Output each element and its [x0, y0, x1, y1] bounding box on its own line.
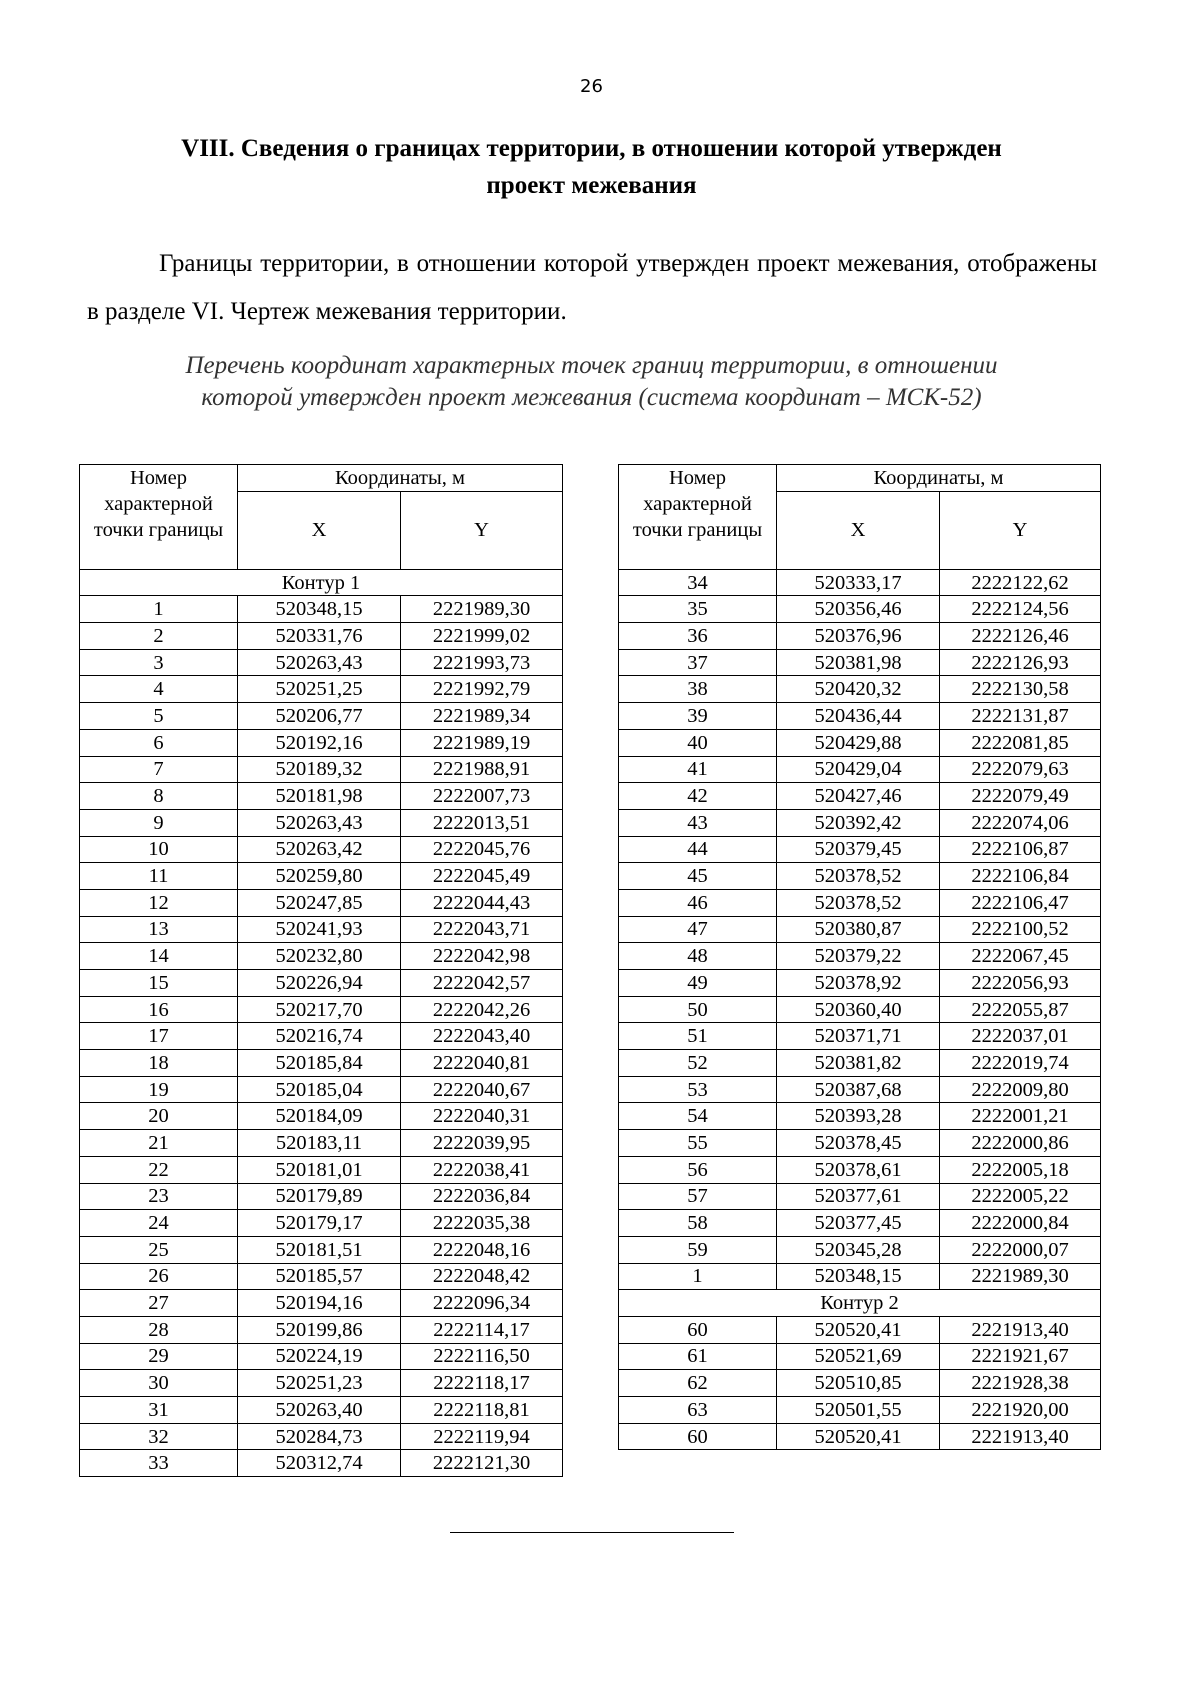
y-coordinate-cell: 2222067,45 [940, 943, 1101, 970]
table-row [619, 916, 1101, 943]
x-coordinate-cell: 520378,61 [777, 1156, 940, 1183]
point-number-cell: 3 [80, 649, 238, 676]
point-number-cell: 22 [80, 1156, 238, 1183]
x-coordinate-cell: 520378,92 [777, 970, 940, 997]
point-number-cell: 33 [80, 1450, 238, 1477]
y-coordinate-cell: 2222079,63 [940, 756, 1101, 783]
y-coordinate-cell: 2222040,81 [401, 1050, 563, 1077]
y-coordinate-cell: 2221928,38 [940, 1370, 1101, 1397]
point-number-cell: 63 [619, 1397, 777, 1424]
point-number-cell: 41 [619, 756, 777, 783]
coordinates-table-right [618, 464, 1101, 1450]
table-row [619, 1370, 1101, 1397]
section-heading-line-2: проект межевания [486, 172, 697, 199]
x-coordinate-cell: 520217,70 [238, 996, 401, 1023]
point-number-cell: 2 [80, 623, 238, 650]
point-number-cell: 26 [80, 1263, 238, 1290]
y-coordinate-cell: 2221988,91 [401, 756, 563, 783]
point-number-cell: 54 [619, 1103, 777, 1130]
x-coordinate-cell: 520247,85 [238, 889, 401, 916]
point-number-cell: 27 [80, 1290, 238, 1317]
table-row [80, 1130, 563, 1157]
table-row [619, 809, 1101, 836]
table-body [80, 569, 563, 1476]
table-row [619, 1076, 1101, 1103]
table-row [80, 649, 563, 676]
x-coordinate-cell: 520259,80 [238, 863, 401, 890]
table-row [619, 943, 1101, 970]
point-number-cell: 60 [619, 1423, 777, 1450]
y-coordinate-cell: 2221920,00 [940, 1397, 1101, 1424]
y-coordinate-cell: 2222100,52 [940, 916, 1101, 943]
table-row [80, 1156, 563, 1183]
point-number-cell: 23 [80, 1183, 238, 1210]
point-number-cell: 56 [619, 1156, 777, 1183]
y-coordinate-cell: 2221989,34 [401, 703, 563, 730]
point-number-cell: 25 [80, 1236, 238, 1263]
table-row [80, 756, 563, 783]
x-coordinate-cell: 520378,45 [777, 1130, 940, 1157]
point-number-cell: 6 [80, 729, 238, 756]
point-number-cell: 10 [80, 836, 238, 863]
y-coordinate-cell: 2222005,18 [940, 1156, 1101, 1183]
point-number-cell: 24 [80, 1210, 238, 1237]
table-caption-line-2: которой утвержден проект межевания (система координат – МСК-52) [201, 384, 982, 411]
x-coordinate-cell: 520348,15 [777, 1263, 940, 1290]
x-coordinate-cell: 520181,98 [238, 783, 401, 810]
x-coordinate-cell: 520420,32 [777, 676, 940, 703]
point-number-cell: 14 [80, 943, 238, 970]
y-coordinate-cell: 2222118,81 [401, 1397, 563, 1424]
table-row [80, 596, 563, 623]
x-coordinate-cell: 520263,42 [238, 836, 401, 863]
x-coordinate-cell: 520185,04 [238, 1076, 401, 1103]
table-row [619, 970, 1101, 997]
y-coordinate-cell: 2222042,57 [401, 970, 563, 997]
section-heading [100, 130, 1083, 204]
y-coordinate-cell: 2222005,22 [940, 1183, 1101, 1210]
table-row [80, 1343, 563, 1370]
table-row [80, 1050, 563, 1077]
y-coordinate-cell: 2222036,84 [401, 1183, 563, 1210]
x-coordinate-cell: 520379,22 [777, 943, 940, 970]
point-number-cell: 17 [80, 1023, 238, 1050]
table-row [619, 863, 1101, 890]
x-coordinate-cell: 520263,43 [238, 809, 401, 836]
table-row [619, 996, 1101, 1023]
x-coordinate-cell: 520185,84 [238, 1050, 401, 1077]
body-paragraph: Границы территории, в отношении которой утвержден проект межевания, отображены в разделе VI. Чертеж межевания территории. [87, 250, 1097, 325]
page-number: 26 [580, 76, 603, 97]
y-coordinate-cell: 2222007,73 [401, 783, 563, 810]
point-number-cell: 4 [80, 676, 238, 703]
table-row [80, 1397, 563, 1424]
y-coordinate-cell: 2222040,31 [401, 1103, 563, 1130]
x-coordinate-cell: 520284,73 [238, 1423, 401, 1450]
x-coordinate-cell: 520333,17 [777, 569, 940, 596]
section-label: Контур 2 [619, 1290, 1101, 1317]
y-coordinate-cell: 2222037,01 [940, 1023, 1101, 1050]
x-coordinate-cell: 520232,80 [238, 943, 401, 970]
point-number-cell: 48 [619, 943, 777, 970]
point-number-cell: 58 [619, 1210, 777, 1237]
table-row [619, 1423, 1101, 1450]
table-row [619, 729, 1101, 756]
table-row [80, 970, 563, 997]
x-coordinate-cell: 520241,93 [238, 916, 401, 943]
point-number-cell: 45 [619, 863, 777, 890]
x-coordinate-cell: 520263,40 [238, 1397, 401, 1424]
y-coordinate-cell: 2222045,76 [401, 836, 563, 863]
table-row [619, 1236, 1101, 1263]
y-coordinate-cell: 2222055,87 [940, 996, 1101, 1023]
table-row [80, 996, 563, 1023]
y-coordinate-cell: 2221993,73 [401, 649, 563, 676]
x-coordinate-cell: 520345,28 [777, 1236, 940, 1263]
point-number-cell: 8 [80, 783, 238, 810]
point-number-cell: 16 [80, 996, 238, 1023]
y-coordinate-cell: 2222045,49 [401, 863, 563, 890]
table-row [80, 916, 563, 943]
section-heading-line-1: VIII. Сведения о границах территории, в отношении которой утвержден [181, 135, 1002, 162]
x-coordinate-cell: 520224,19 [238, 1343, 401, 1370]
point-number-cell: 11 [80, 863, 238, 890]
x-coordinate-cell: 520380,87 [777, 916, 940, 943]
point-number-cell: 35 [619, 596, 777, 623]
point-number-cell: 50 [619, 996, 777, 1023]
y-coordinate-cell: 2222056,93 [940, 970, 1101, 997]
y-coordinate-cell: 2222119,94 [401, 1423, 563, 1450]
x-coordinate-cell: 520199,86 [238, 1316, 401, 1343]
header-coordinates: Координаты, м [777, 465, 1101, 492]
y-coordinate-cell: 2222000,07 [940, 1236, 1101, 1263]
table-caption [100, 350, 1083, 414]
point-number-cell: 38 [619, 676, 777, 703]
x-coordinate-cell: 520429,04 [777, 756, 940, 783]
x-coordinate-cell: 520510,85 [777, 1370, 940, 1397]
y-coordinate-cell: 2221989,30 [940, 1263, 1101, 1290]
y-coordinate-cell: 2222121,30 [401, 1450, 563, 1477]
point-number-cell: 7 [80, 756, 238, 783]
point-number-cell: 49 [619, 970, 777, 997]
x-coordinate-cell: 520251,23 [238, 1370, 401, 1397]
table-row [80, 1316, 563, 1343]
y-coordinate-cell: 2222019,74 [940, 1050, 1101, 1077]
x-coordinate-cell: 520181,01 [238, 1156, 401, 1183]
section-row [80, 569, 563, 596]
point-number-cell: 47 [619, 916, 777, 943]
y-coordinate-cell: 2222114,17 [401, 1316, 563, 1343]
y-coordinate-cell: 2221913,40 [940, 1316, 1101, 1343]
point-number-cell: 57 [619, 1183, 777, 1210]
y-coordinate-cell: 2222001,21 [940, 1103, 1101, 1130]
table-row [619, 1050, 1101, 1077]
y-coordinate-cell: 2222039,95 [401, 1130, 563, 1157]
x-coordinate-cell: 520387,68 [777, 1076, 940, 1103]
y-coordinate-cell: 2222040,67 [401, 1076, 563, 1103]
x-coordinate-cell: 520312,74 [238, 1450, 401, 1477]
point-number-cell: 46 [619, 889, 777, 916]
x-coordinate-cell: 520436,44 [777, 703, 940, 730]
table-row [619, 676, 1101, 703]
y-coordinate-cell: 2222126,93 [940, 649, 1101, 676]
x-coordinate-cell: 520331,76 [238, 623, 401, 650]
y-coordinate-cell: 2222000,84 [940, 1210, 1101, 1237]
point-number-cell: 13 [80, 916, 238, 943]
x-coordinate-cell: 520427,46 [777, 783, 940, 810]
table-row [80, 943, 563, 970]
table-row [80, 1076, 563, 1103]
y-coordinate-cell: 2222106,47 [940, 889, 1101, 916]
point-number-cell: 1 [619, 1263, 777, 1290]
x-coordinate-cell: 520429,88 [777, 729, 940, 756]
x-coordinate-cell: 520183,11 [238, 1130, 401, 1157]
point-number-cell: 29 [80, 1343, 238, 1370]
table-row [619, 1183, 1101, 1210]
table-row [619, 569, 1101, 596]
y-coordinate-cell: 2222009,80 [940, 1076, 1101, 1103]
y-coordinate-cell: 2222048,16 [401, 1236, 563, 1263]
x-coordinate-cell: 520381,82 [777, 1050, 940, 1077]
point-number-cell: 37 [619, 649, 777, 676]
y-coordinate-cell: 2222042,98 [401, 943, 563, 970]
table-body [619, 569, 1101, 1450]
table-row [80, 863, 563, 890]
table-row [619, 649, 1101, 676]
table-row [619, 1343, 1101, 1370]
y-coordinate-cell: 2222043,71 [401, 916, 563, 943]
point-number-cell: 62 [619, 1370, 777, 1397]
table-row [80, 623, 563, 650]
y-coordinate-cell: 2222013,51 [401, 809, 563, 836]
header-point-number: Номер характерной точки границы [80, 465, 238, 570]
header-x: X [238, 491, 401, 569]
y-coordinate-cell: 2221921,67 [940, 1343, 1101, 1370]
table-row [619, 1103, 1101, 1130]
section-row [619, 1290, 1101, 1317]
x-coordinate-cell: 520376,96 [777, 623, 940, 650]
x-coordinate-cell: 520381,98 [777, 649, 940, 676]
table-row [619, 1397, 1101, 1424]
point-number-cell: 42 [619, 783, 777, 810]
table-row [619, 889, 1101, 916]
x-coordinate-cell: 520392,42 [777, 809, 940, 836]
header-coordinates: Координаты, м [238, 465, 563, 492]
table-row [619, 783, 1101, 810]
x-coordinate-cell: 520251,25 [238, 676, 401, 703]
x-coordinate-cell: 520184,09 [238, 1103, 401, 1130]
y-coordinate-cell: 2221989,30 [401, 596, 563, 623]
point-number-cell: 55 [619, 1130, 777, 1157]
point-number-cell: 43 [619, 809, 777, 836]
x-coordinate-cell: 520377,61 [777, 1183, 940, 1210]
table-row [80, 1370, 563, 1397]
point-number-cell: 34 [619, 569, 777, 596]
point-number-cell: 19 [80, 1076, 238, 1103]
x-coordinate-cell: 520179,89 [238, 1183, 401, 1210]
point-number-cell: 39 [619, 703, 777, 730]
point-number-cell: 15 [80, 970, 238, 997]
x-coordinate-cell: 520263,43 [238, 649, 401, 676]
table-row [80, 703, 563, 730]
point-number-cell: 12 [80, 889, 238, 916]
table-row [619, 1263, 1101, 1290]
y-coordinate-cell: 2222044,43 [401, 889, 563, 916]
point-number-cell: 32 [80, 1423, 238, 1450]
table-row [80, 1183, 563, 1210]
header-y: Y [401, 491, 563, 569]
y-coordinate-cell: 2222042,26 [401, 996, 563, 1023]
x-coordinate-cell: 520521,69 [777, 1343, 940, 1370]
x-coordinate-cell: 520206,77 [238, 703, 401, 730]
table-row [619, 1130, 1101, 1157]
table-row [619, 836, 1101, 863]
table-row [619, 1023, 1101, 1050]
y-coordinate-cell: 2222038,41 [401, 1156, 563, 1183]
y-coordinate-cell: 2222035,38 [401, 1210, 563, 1237]
point-number-cell: 52 [619, 1050, 777, 1077]
x-coordinate-cell: 520356,46 [777, 596, 940, 623]
y-coordinate-cell: 2222074,06 [940, 809, 1101, 836]
y-coordinate-cell: 2222096,34 [401, 1290, 563, 1317]
point-number-cell: 18 [80, 1050, 238, 1077]
x-coordinate-cell: 520371,71 [777, 1023, 940, 1050]
x-coordinate-cell: 520189,32 [238, 756, 401, 783]
x-coordinate-cell: 520192,16 [238, 729, 401, 756]
header-point-number: Номер характерной точки границы [619, 465, 777, 570]
table-row [80, 809, 563, 836]
table-row [80, 1423, 563, 1450]
point-number-cell: 36 [619, 623, 777, 650]
table-row [619, 756, 1101, 783]
table-row [80, 783, 563, 810]
point-number-cell: 1 [80, 596, 238, 623]
x-coordinate-cell: 520194,16 [238, 1290, 401, 1317]
x-coordinate-cell: 520185,57 [238, 1263, 401, 1290]
y-coordinate-cell: 2221913,40 [940, 1423, 1101, 1450]
y-coordinate-cell: 2221992,79 [401, 676, 563, 703]
y-coordinate-cell: 2222106,84 [940, 863, 1101, 890]
table-row [619, 1316, 1101, 1343]
x-coordinate-cell: 520360,40 [777, 996, 940, 1023]
y-coordinate-cell: 2222124,56 [940, 596, 1101, 623]
x-coordinate-cell: 520378,52 [777, 889, 940, 916]
y-coordinate-cell: 2222043,40 [401, 1023, 563, 1050]
x-coordinate-cell: 520226,94 [238, 970, 401, 997]
y-coordinate-cell: 2221989,19 [401, 729, 563, 756]
table-row [80, 1450, 563, 1477]
y-coordinate-cell: 2222116,50 [401, 1343, 563, 1370]
point-number-cell: 59 [619, 1236, 777, 1263]
y-coordinate-cell: 2222000,86 [940, 1130, 1101, 1157]
table-row [619, 1156, 1101, 1183]
header-y: Y [940, 491, 1101, 569]
x-coordinate-cell: 520393,28 [777, 1103, 940, 1130]
table-row [80, 676, 563, 703]
point-number-cell: 30 [80, 1370, 238, 1397]
table-row [80, 889, 563, 916]
table-row [619, 623, 1101, 650]
y-coordinate-cell: 2222118,17 [401, 1370, 563, 1397]
y-coordinate-cell: 2222048,42 [401, 1263, 563, 1290]
table-row [80, 1210, 563, 1237]
table-row [80, 1103, 563, 1130]
point-number-cell: 20 [80, 1103, 238, 1130]
table-row [80, 1023, 563, 1050]
y-coordinate-cell: 2222130,58 [940, 676, 1101, 703]
table-row [80, 1263, 563, 1290]
table-row [80, 729, 563, 756]
y-coordinate-cell: 2222122,62 [940, 569, 1101, 596]
point-number-cell: 31 [80, 1397, 238, 1424]
table-row [619, 1210, 1101, 1237]
y-coordinate-cell: 2221999,02 [401, 623, 563, 650]
x-coordinate-cell: 520379,45 [777, 836, 940, 863]
header-x: X [777, 491, 940, 569]
point-number-cell: 5 [80, 703, 238, 730]
x-coordinate-cell: 520179,17 [238, 1210, 401, 1237]
y-coordinate-cell: 2222079,49 [940, 783, 1101, 810]
point-number-cell: 61 [619, 1343, 777, 1370]
coordinates-table-left [79, 464, 563, 1477]
table-row [80, 836, 563, 863]
x-coordinate-cell: 520520,41 [777, 1423, 940, 1450]
point-number-cell: 9 [80, 809, 238, 836]
table-row [619, 703, 1101, 730]
x-coordinate-cell: 520377,45 [777, 1210, 940, 1237]
y-coordinate-cell: 2222131,87 [940, 703, 1101, 730]
x-coordinate-cell: 520181,51 [238, 1236, 401, 1263]
x-coordinate-cell: 520378,52 [777, 863, 940, 890]
y-coordinate-cell: 2222106,87 [940, 836, 1101, 863]
point-number-cell: 40 [619, 729, 777, 756]
x-coordinate-cell: 520348,15 [238, 596, 401, 623]
point-number-cell: 44 [619, 836, 777, 863]
x-coordinate-cell: 520216,74 [238, 1023, 401, 1050]
table-caption-line-1: Перечень координат характерных точек границ территории, в отношении [185, 352, 998, 379]
point-number-cell: 53 [619, 1076, 777, 1103]
point-number-cell: 60 [619, 1316, 777, 1343]
table-row [80, 1290, 563, 1317]
point-number-cell: 28 [80, 1316, 238, 1343]
x-coordinate-cell: 520520,41 [777, 1316, 940, 1343]
point-number-cell: 21 [80, 1130, 238, 1157]
point-number-cell: 51 [619, 1023, 777, 1050]
section-label: Контур 1 [80, 569, 563, 596]
y-coordinate-cell: 2222081,85 [940, 729, 1101, 756]
table-row [619, 596, 1101, 623]
y-coordinate-cell: 2222126,46 [940, 623, 1101, 650]
table-row [80, 1236, 563, 1263]
footer-divider [450, 1532, 734, 1533]
x-coordinate-cell: 520501,55 [777, 1397, 940, 1424]
